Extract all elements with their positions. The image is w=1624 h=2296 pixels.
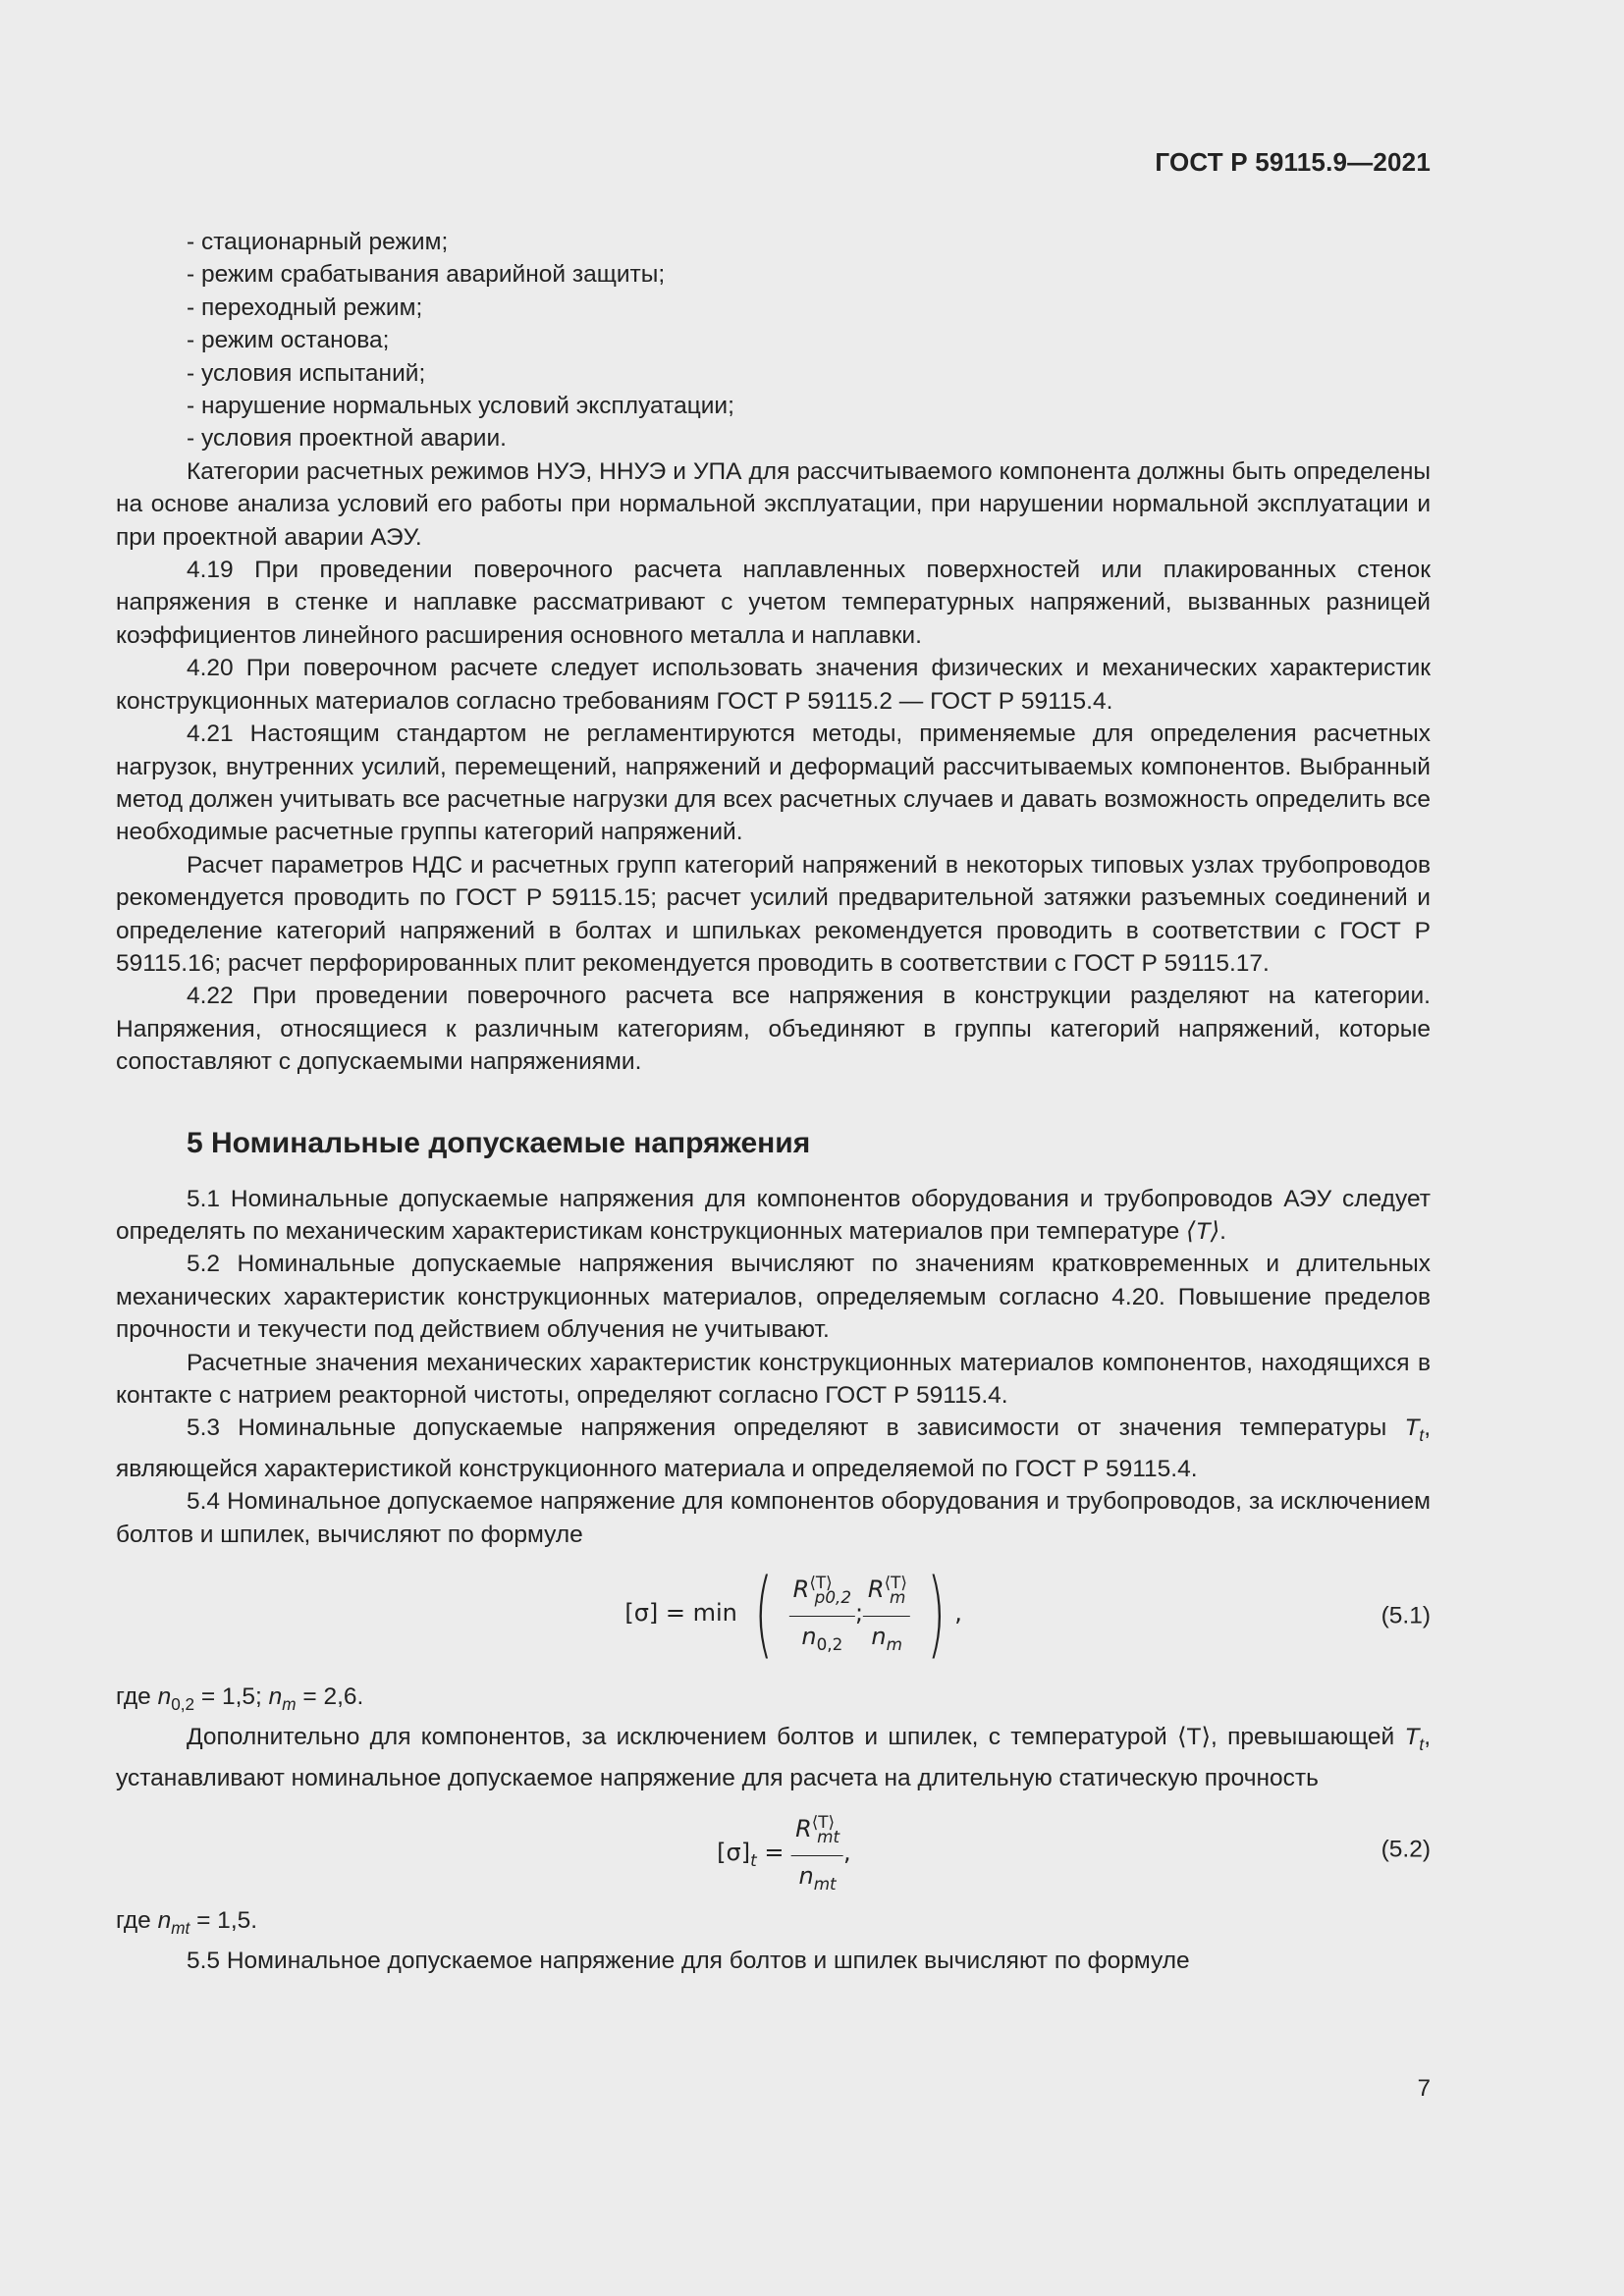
paragraph: 4.21 Настоящим стандартом не регламентируются методы, применяемые для определения расчетных нагрузок, внутренних усилий, перемещений, напряжений и деформаций рассчитываемых компонентов. Выбранный метод должен учитывать все расчетные нагрузки для всех расчетных случаев и давать возможность определить все необходимые расчетные группы категорий напряжений. xyxy=(116,721,1431,846)
equation-number: (5.1) xyxy=(1380,1602,1431,1629)
paragraph: 5.4 Номинальное допускаемое напряжение для компонентов оборудования и трубопроводов, за исключением болтов и шпилек, вычисляют по формуле xyxy=(116,1488,1431,1548)
paragraph: где $n_{0,2} = 1,5$; $n_m = 2,6$. xyxy=(116,1682,364,1714)
formula-5-1 xyxy=(116,1557,1431,1675)
list-item: - стационарный режим; xyxy=(187,229,449,255)
page-body xyxy=(116,226,1431,1978)
formula-expression: [σ] = min ( $\frac{R^{⟨T⟩}_{p0,2}}{n_{0,2}}$ ; $\frac{R^{⟨T⟩}_m}{n_m}$ ) , xyxy=(624,1559,962,1670)
paragraph: 4.22 При проведении поверочного расчета все напряжения в конструкции разделяют на категории. Напряжения, относящиеся к различным категориям, объединяют в группы категорий напряжений, которые сопоставляют с допускаемыми напряжениями. xyxy=(116,983,1431,1076)
paragraph: Расчетные значения механических характеристик конструкционных материалов компонентов, находящихся в контакте с натрием реакторной чистоты, определяют согласно ГОСТ Р 59115.4. xyxy=(116,1349,1431,1409)
page-number: 7 xyxy=(1417,2075,1431,2102)
paragraph: где $n_{mt} = 1,5$. xyxy=(116,1906,258,1938)
list-item: - нарушение нормальных условий эксплуатации; xyxy=(187,393,734,420)
paragraph: 5.2 Номинальные допускаемые напряжения вычисляют по значениям кратковременных и длительных механических характеристик конструкционных материалов, определяемым согласно 4.20. Повышение пределов прочности и текучести под действием облучения не учитывают. xyxy=(116,1251,1431,1344)
list-item: - условия проектной аварии. xyxy=(187,425,507,453)
equation-number: (5.2) xyxy=(1380,1836,1431,1863)
paragraph: 4.20 При поверочном расчете следует использовать значения физических и механических характеристик конструкционных материалов согласно требованиям ГОСТ Р 59115.2 — ГОСТ Р 59115.4. xyxy=(116,655,1431,715)
paragraph: Дополнительно для компонентов, за исключением болтов и шпилек, с температурой ⟨T⟩, превышающей $T_t$, устанавливают номинальное допускаемое напряжение для расчета на длительную статическую прочность xyxy=(116,1724,1431,1791)
paragraph: 5.5 Номинальное допускаемое напряжение для болтов и шпилек вычисляют по формуле xyxy=(187,1948,1190,1975)
paragraph: Категории расчетных режимов НУЭ, ННУЭ и УПА для рассчитываемого компонента должны быть определены на основе анализа условий его работы при нормальной эксплуатации, при нарушении нормальной эксплуатации и при проектной аварии АЭУ. xyxy=(116,457,1431,551)
list-item: - режим срабатывания аварийной защиты; xyxy=(187,261,666,289)
list-item: - условия испытаний; xyxy=(187,359,426,387)
paragraph: 4.19 При проведении поверочного расчета наплавленных поверхностей или плакированных стенок напряжения в стенке и наплавке рассматривают с учетом температурных напряжений, вызванных разницей коэффициентов линейного расширения основного металла и наплавки. xyxy=(116,557,1431,649)
formula-expression: $[\sigma]_t$ = $\frac{R^{⟨T⟩}_{mt}}{n_{mt}}$ , xyxy=(717,1806,851,1900)
paragraph: 5.3 Номинальные допускаемые напряжения определяют в зависимости от значения температуры $T_t$, являющейся характеристикой конструкционного материала и определяемой по ГОСТ Р 59115.4. xyxy=(116,1415,1431,1482)
section-heading: 5 Номинальные допускаемые напряжения xyxy=(187,1126,811,1159)
paragraph: Расчет параметров НДС и расчетных групп категорий напряжений в некоторых типовых узлах трубопроводов рекомендуется проводить по ГОСТ Р 59115.15; расчет усилий предварительной затяжки разъемных соединений и определение категорий напряжений в болтах и шпильках рекомендуется проводить в соответствии с ГОСТ Р 59115.16; расчет перфорированных плит рекомендуется проводить в соответствии с ГОСТ Р 59115.17. xyxy=(116,851,1431,977)
list-item: - переходный режим; xyxy=(187,294,423,321)
document-header: ГОСТ Р 59115.9—2021 xyxy=(1155,147,1431,177)
paragraph: 5.1 Номинальные допускаемые напряжения для компонентов оборудования и трубопроводов АЭУ следует определять по механическим характеристикам конструкционных материалов при температуре ⟨T⟩. xyxy=(116,1185,1431,1245)
list-item: - режим останова; xyxy=(187,327,390,354)
formula-5-2 xyxy=(116,1800,1431,1898)
